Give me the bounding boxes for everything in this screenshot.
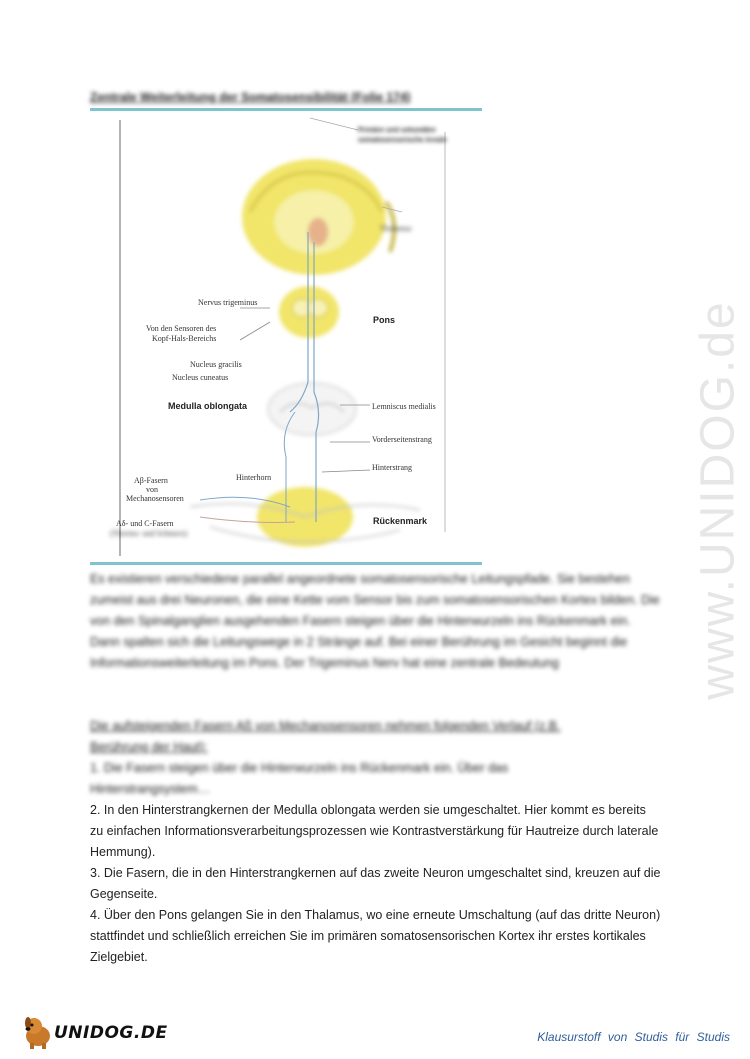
neuro-diagram [90,112,482,564]
list-item-3: 3. Die Fasern, die in den Hinterstrangkernen auf das zweite Neuron umgeschaltet sind, kreuzen auf die Gegenseite. [90,866,661,901]
label-lemniscus: Lemniscus medialis [372,402,436,411]
label-thalamus: Thalamus [380,224,412,233]
label-trigeminus: Nervus trigeminus [198,298,258,307]
label-cortex-area: Primäre und sekundäre somatosensorische Areale [358,127,447,144]
pons-section [279,286,339,338]
unidog-logo[interactable] [22,1014,168,1050]
label-hinterstrang: Hinterstrang [372,463,412,472]
watermark: www.UNIDOG.de [691,300,745,700]
list-item-1: 1. Die Fasern steigen über die Hinterwurzeln ins Rückenmark ein. Über das Hinterstrangsystem… [90,761,509,796]
list-item-2: 2. In den Hinterstrangkernen der Medulla oblongata werden sie umgeschaltet. Hier kommt es bereits zu einfachen Informationsverarbeitungsprozessen wie Kontrastverstärkung für Hautreize durch laterale Hemmung). [90,803,659,859]
subheading: Die aufsteigenden Fasern Aß von Mechanosensoren nehmen folgenden Verlauf (z.B. Berührung der Haut): [90,719,561,754]
list-items [90,800,662,968]
label-medulla: Medulla oblongata [168,401,248,411]
label-adelta-2: (Thermo- und Schmerz) [110,529,188,538]
footer-tagline: Klausurstoff von Studis für Studis [537,1030,730,1044]
logo-text: UNIDOG.DE [54,1023,168,1043]
label-rueckenmark: Rückenmark [373,516,428,526]
label-sensoren: Von den Sensoren des [146,324,217,333]
figure-rule [90,562,482,565]
label-nucleus-gracilis: Nucleus gracilis [190,360,242,369]
label-abeta-3: Mechanosensoren [126,494,184,503]
label-nucleus-cuneatus: Nucleus cuneatus [172,373,229,382]
label-abeta-2: von [146,485,158,494]
label-adelta: Aδ- und C-Fasern [116,519,174,528]
label-hinterhorn: Hinterhorn [236,473,272,482]
label-sensoren-2: Kopf-Hals-Bereichs [152,334,217,343]
dog-icon [22,1014,56,1050]
paragraph-intro: Es existieren verschiedene parallel angeordnete somatosensorische Leitungspfade. Sie bestehen zumeist aus drei Neuronen, die eine Kette vom Sensor bis zum somatosensorischen Kortex bilden. Die von den Spinalganglien ausgehenden Fasern steigen über die Hinterwurzeln ins Rückenmark ein. Dann spalten sich die Leitungswege in 2 Stränge auf. Bei einer Berührung im Gesicht beginnt die Informationsweiterleitung im Pons. Der Trigeminus Nerv hat eine zentrale Bedeutung [90,572,660,670]
list-item-4: 4. Über den Pons gelangen Sie in den Thalamus, wo eine erneute Umschaltung (auf das dritte Neuron) stattfindet und schließlich erreichen Sie im primären somatosensorischen Kortex ihr erstes kortikales Zielgebiet. [90,908,661,964]
page-title: Zentrale Weiterleitung der Somatosensibilität (Folie 174) [90,90,411,104]
label-pons: Pons [373,315,396,325]
label-abeta: Aβ-Fasern [134,476,168,485]
brain-section [242,159,394,275]
title-rule [90,108,482,111]
label-vorderseitenstrang: Vorderseitenstrang [372,435,432,444]
medulla-section [268,383,356,435]
